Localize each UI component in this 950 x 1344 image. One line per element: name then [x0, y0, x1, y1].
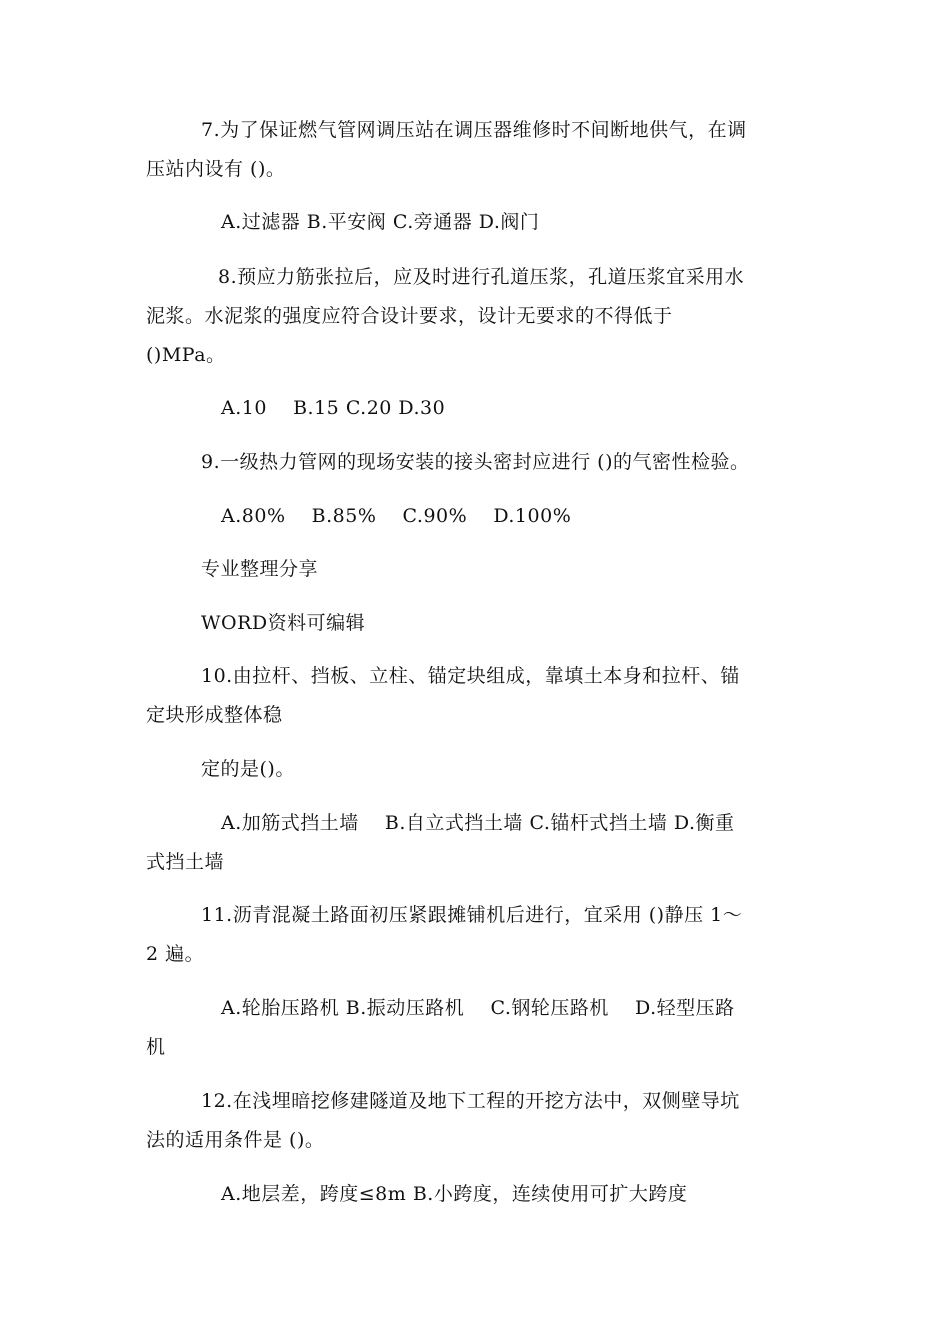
q9-options: A.80% B.85% C.90% D.100%: [221, 505, 572, 527]
q12-stem-line1: 12.在浅埋暗挖修建隧道及地下工程的开挖方法中，双侧壁导坑: [201, 1090, 740, 1112]
q12-stem-line2: 法的适用条件是 ()。: [146, 1129, 325, 1151]
q8-stem-line3: ()MPa。: [146, 344, 226, 366]
q7-options: A.过滤器 B.平安阀 C.旁通器 D.阀门: [221, 211, 540, 233]
q12-options: A.地层差，跨度≤8m B.小跨度，连续使用可扩大跨度: [221, 1183, 688, 1205]
q8-stem-line2: 泥浆。水泥浆的强度应符合设计要求，设计无要求的不得低于: [146, 305, 673, 327]
q11-stem-line2: 2 遍。: [146, 943, 205, 965]
q10-options-line1: A.加筋式挡土墙 B.自立式挡土墙 C.锚杆式挡土墙 D.衡重: [221, 812, 735, 834]
q8-stem-line1: 8.预应力筋张拉后，应及时进行孔道压浆，孔道压浆宜采用水: [218, 266, 745, 288]
q10-options-line2: 式挡土墙: [146, 851, 225, 873]
q10-stem-line1: 10.由拉杆、挡板、立柱、锚定块组成，靠填土本身和拉杆、锚: [201, 665, 740, 687]
q7-stem-line2: 压站内设有 ()。: [146, 158, 286, 180]
q8-options: A.10 B.15 C.20 D.30: [221, 397, 446, 419]
q9-stem-line1: 9.一级热力管网的现场安装的接头密封应进行 ()的气密性检验。: [201, 451, 750, 473]
q10-stem-line3: 定的是()。: [201, 758, 295, 780]
watermark-line2: WORD资料可编辑: [201, 612, 366, 634]
q7-stem-line1: 7.为了保证燃气管网调压站在调压器维修时不间断地供气，在调: [201, 119, 747, 141]
q11-stem-line1: 11.沥青混凝土路面初压紧跟摊铺机后进行，宜采用 ()静压 1～: [201, 904, 743, 926]
q11-options-line2: 机: [146, 1036, 166, 1058]
q10-stem-line2: 定块形成整体稳: [146, 704, 283, 726]
watermark-line1: 专业整理分享: [201, 558, 319, 580]
q11-options-line1: A.轮胎压路机 B.振动压路机 C.钢轮压路机 D.轻型压路: [221, 997, 735, 1019]
